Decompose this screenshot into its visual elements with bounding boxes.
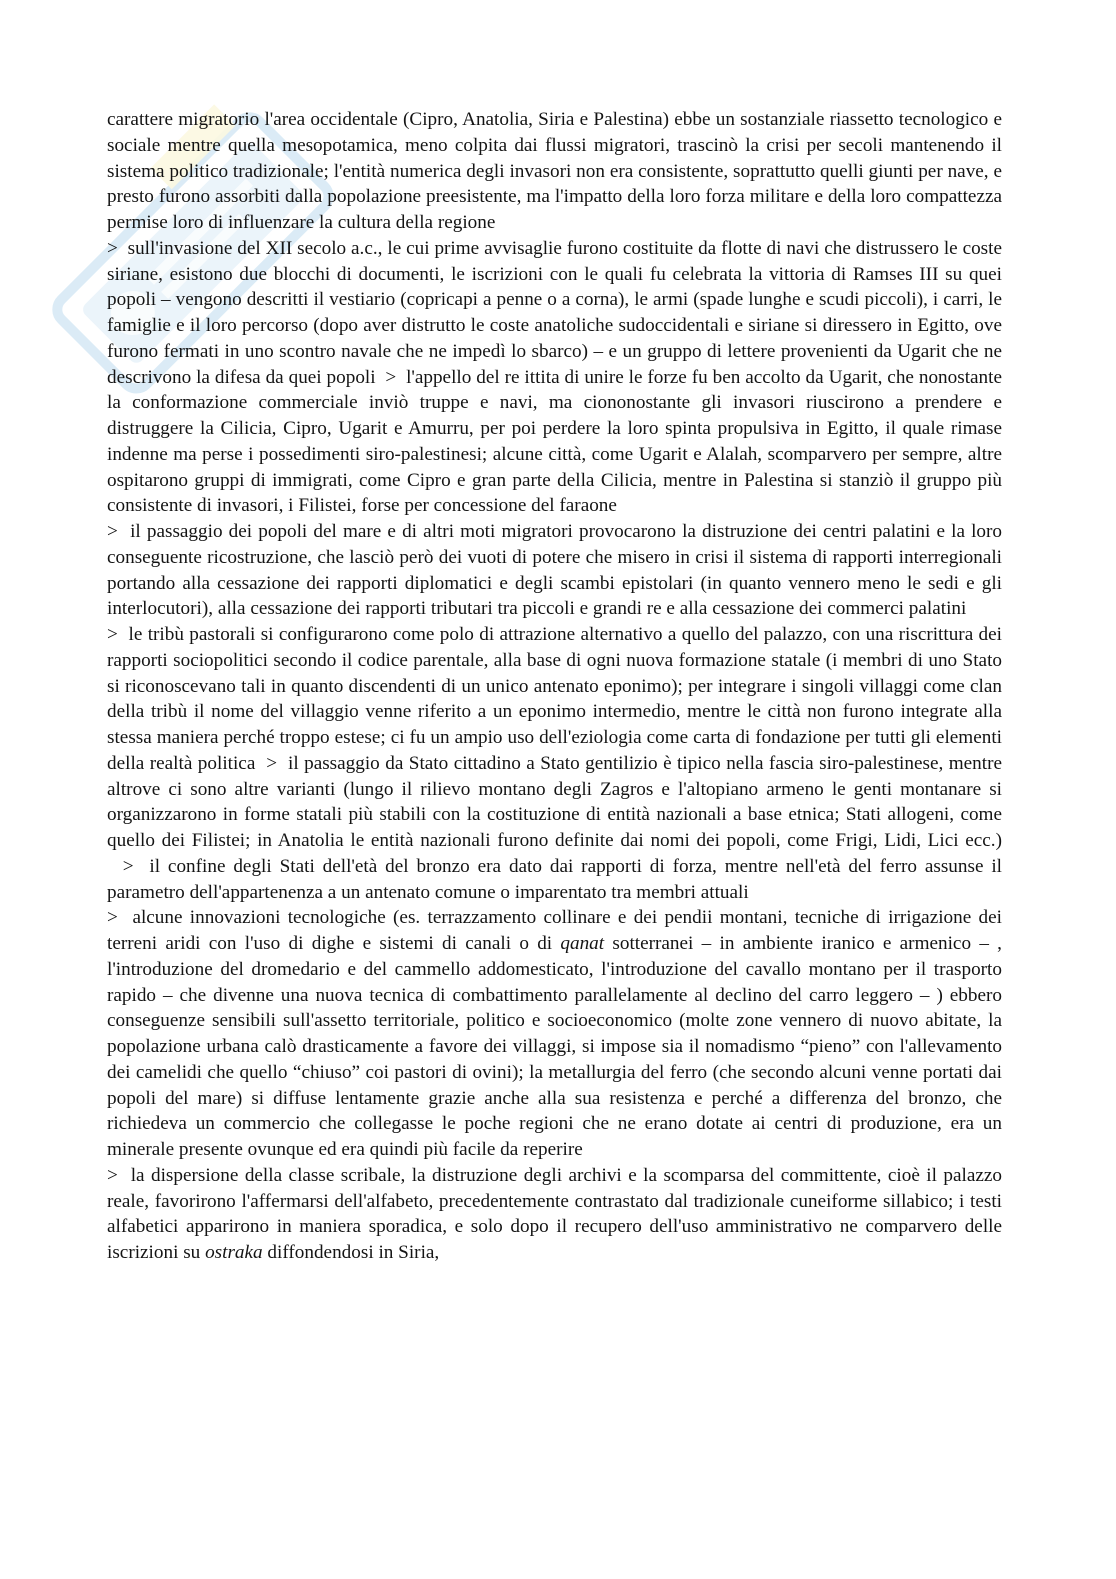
italic-term: qanat	[560, 933, 605, 954]
italic-term: ostraka	[205, 1242, 263, 1263]
text-segment: sull'invasione del XII secolo a.c., le cui prime avvisaglie furono costituite da flotte di navi che distrussero le coste siriane, esistono due blocchi di documenti, le iscrizioni con le quali fu celebrata la vittoria di Ramses III su quei popoli – vengono descritti il vestiario (copricapi a penne o a corna), le armi (spade lunghe e scudi piccoli), i carri, le famiglie e il loro percorso (dopo aver distrutto le coste anatoliche sudoccidentali e siriane si diressero in Egitto, ove furono fermati in uno scontro navale che ne impedì lo sbarco) – e un gruppo di lettere provenienti da Ugarit che ne descrivono la difesa da quei popoli	[107, 237, 1002, 388]
text-segment: la dispersione della classe scribale, la distruzione degli archivi e la scomparsa del committente, cioè il palazzo reale, favorirono l'affermarsi dell'alfabeto, precedentemente contrastato dal tradizionale cuneiforme sillabico; i testi alfabetici apparirono in maniera sporadica, e solo dopo il recupero dell'uso amministrativo ne comparvero delle iscrizioni su	[107, 1164, 1002, 1263]
paragraph	[107, 236, 1002, 519]
bullet-marker: >	[107, 1164, 131, 1186]
paragraph	[107, 905, 1002, 1163]
document-body	[107, 107, 1002, 1266]
text-segment: l'appello del re ittita di unire le forze fu ben accolto da Ugarit, che nonostante la conformazione commerciale inviò truppe e navi, ma ciononostante gli invasori riuscirono a prendere e distruggere la Cilicia, Cipro, Ugarit e Amurru, per poi perdere la loro spinta propulsiva in Egitto, il quale rimase indenne ma perse i possedimenti siro-palestinesi; alcune città, come Ugarit e Alalah, scomparvero per sempre, altre ospitarono gruppi di immigrati, come Cipro e gran parte della Cilicia, mentre in Palestina si stanziò il gruppo più consistente di invasori, i Filistei, forse per concessione del faraone	[107, 366, 1002, 517]
paragraph	[107, 107, 1002, 236]
paragraph	[107, 1163, 1002, 1266]
paragraph	[107, 622, 1002, 905]
text-segment: carattere migratorio l'area occidentale (Cipro, Anatolia, Siria e Palestina) ebbe un sostanziale riassetto tecnologico e sociale mentre quella mesopotamica, meno colpita dai flussi migratori, trascinò la crisi per secoli mantenendo il sistema politico tradizionale; l'entità numerica degli invasori non era consistente, soprattutto quelli giunti per nave, e presto furono assorbiti dalla popolazione preesistente, ma l'impatto della loro forza militare e della loro compattezza permise loro di influenzare la cultura della regione	[107, 109, 1002, 233]
text-segment: alcune innovazioni tecnologiche (es. terrazzamento collinare e dei pendii montani, tecniche di irrigazione dei terreni aridi con l'uso di dighe e sistemi di canali o di	[107, 907, 1002, 954]
paragraph	[107, 519, 1002, 622]
inline-marker: >	[255, 752, 288, 774]
bullet-marker: >	[107, 624, 129, 645]
bullet-marker: >	[107, 237, 128, 259]
inline-marker: >	[107, 855, 150, 877]
text-segment: sotterranei – in ambiente iranico e armenico – , l'introduzione del dromedario e del cammello addomesticato, l'introduzione del cavallo montano per il trasporto rapido – che divenne una nuova tecnica di combattimento parallelamente al declino del carro leggero – ) ebbero conseguenze sensibili sull'assetto territoriale, politico e socioeconomico (molte zone vennero di nuovo abitate, la popolazione urbana calò drasticamente a favore dei villaggi, si impose sia il nomadismo “pieno” con l'allevamento dei camelidi che quello “chiuso” coi pastori di ovini); la metallurgia del ferro (che secondo alcuni venne portati dai popoli del mare) si diffuse lentamente grazie anche alla sua resistenza e perché a differenza del bronzo, che richiedeva un commercio che collegasse le poche regioni che ne erano dotate ai centri di produzione, era un minerale presente ovunque ed era quindi più facile da reperire	[107, 933, 1002, 1160]
bullet-marker: >	[107, 907, 133, 929]
inline-marker: >	[375, 366, 407, 388]
bullet-marker: >	[107, 521, 131, 542]
text-segment: diffondendosi in Siria,	[262, 1242, 440, 1263]
text-segment: le tribù pastorali si configurarono come polo di attrazione alternativo a quello del palazzo, con una riscrittura dei rapporti sociopolitici secondo il codice parentale, alla base di ogni nuova formazione statale (i membri di uno Stato si riconoscevano tali in quanto discendenti di un unico antenato eponimo); per integrare i singoli villaggi come clan della tribù il nome del villaggio venne riferito a un eponimo intermedio, mentre le città non furono integrate alla stessa maniera perché troppo estese; ci fu un ampio uso dell'eziologia come carta di fondazione per tutti gli elementi della realtà politica	[107, 624, 1002, 774]
text-segment: il passaggio da Stato cittadino a Stato gentilizio è tipico nella fascia siro-palestinese, mentre altrove ci sono altre varianti (lungo il rilievo montano degli Zagros e l'altopiano armeno le genti montanare si organizzarono in forme statali più stabili con la costituzione di entità nazionali a base etnica; Stati allogeni, come quello dei Filistei; in Anatolia le entità nazionali furono definite dai nomi dei popoli, come Frigi, Lidi, Lici ecc.)	[107, 752, 1002, 851]
text-segment: il confine degli Stati dell'età del bronzo era dato dai rapporti di forza, mentre nell'età del ferro assunse il parametro dell'appartenenza a un antenato comune o imparentato tra membri attuali	[107, 855, 1003, 903]
text-segment: il passaggio dei popoli del mare e di altri moti migratori provocarono la distruzione dei centri palatini e la loro conseguente ricostruzione, che lasciò però dei vuoti di potere che misero in crisi il sistema di rapporti interregionali portando alla cessazione dei rapporti diplomatici e degli scambi epistolari (in quanto vennero meno le sedi e gli interlocutori), alla cessazione dei rapporti tributari tra piccoli e grandi re e alla cessazione dei commerci palatini	[107, 521, 1002, 620]
